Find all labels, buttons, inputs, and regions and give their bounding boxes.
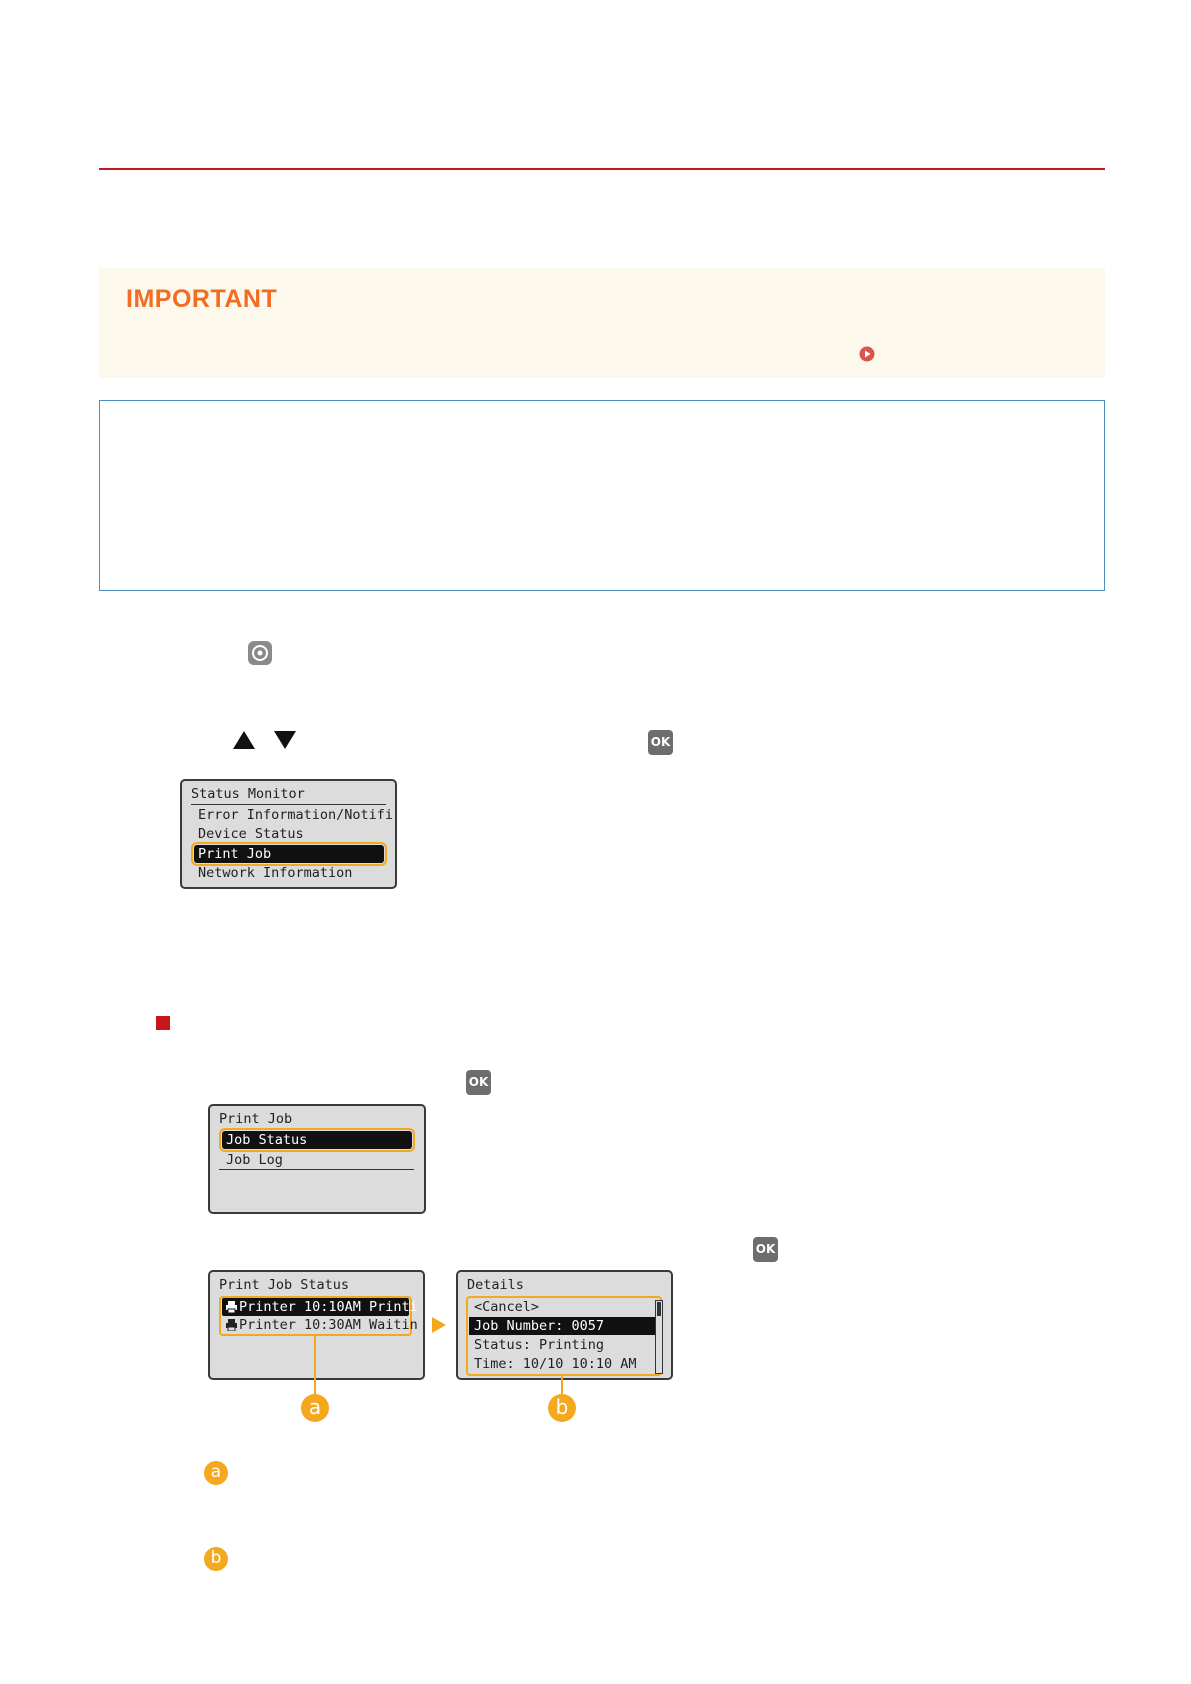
scrollbar-thumb[interactable] xyxy=(657,1302,661,1316)
next-arrow-icon xyxy=(432,1317,446,1333)
legend-a-badge: a xyxy=(204,1461,228,1485)
lcd-print-job-status xyxy=(208,1270,425,1380)
job-row-selected[interactable] xyxy=(222,1298,418,1316)
note-box xyxy=(99,400,1105,591)
section-bullet-icon xyxy=(156,1016,170,1030)
details-item[interactable]: Time: 10/10 10:10 AM xyxy=(474,1356,637,1372)
job-row[interactable] xyxy=(222,1316,418,1334)
ok-key-icon[interactable]: OK xyxy=(648,730,673,755)
callout-a-badge: a xyxy=(301,1394,329,1422)
down-arrow-icon[interactable] xyxy=(274,731,296,749)
ok-key-icon[interactable]: OK xyxy=(466,1070,491,1095)
details-scrollbar[interactable] xyxy=(655,1300,663,1374)
legend-b-badge: b xyxy=(204,1547,228,1571)
lcd-menu-item[interactable]: Job Log xyxy=(226,1152,283,1168)
callout-a-line xyxy=(314,1336,316,1396)
lcd-menu-item[interactable]: Device Status xyxy=(198,826,304,842)
lcd-menu-item[interactable]: Network Information xyxy=(198,865,353,881)
lcd-header-divider xyxy=(191,804,386,805)
lcd-header: Details xyxy=(467,1277,524,1293)
lcd-menu-item-selected[interactable]: Print Job xyxy=(194,845,384,863)
lcd-print-job xyxy=(208,1104,426,1214)
ok-key-icon[interactable]: OK xyxy=(753,1237,778,1262)
important-box xyxy=(99,268,1105,378)
lcd-header: Print Job xyxy=(219,1111,293,1127)
lcd-menu-item[interactable]: Error Information/Notifi xyxy=(198,807,394,823)
details-item-selected[interactable]: Job Number: 0057 xyxy=(469,1317,656,1335)
job-row-label: Printer 10:10AM Printi xyxy=(239,1299,418,1315)
lcd-details xyxy=(456,1270,673,1380)
callout-b-badge: b xyxy=(548,1394,576,1422)
lcd-header: Status Monitor xyxy=(191,786,305,802)
printer-icon xyxy=(226,1319,237,1331)
lcd-list-divider xyxy=(219,1169,414,1170)
lcd-menu-item-selected[interactable]: Job Status xyxy=(222,1131,412,1149)
details-item[interactable]: Status: Printing xyxy=(474,1337,605,1353)
details-item[interactable]: <Cancel> xyxy=(474,1299,540,1315)
job-row-label: Printer 10:30AM Waitin xyxy=(239,1317,418,1333)
section-rule xyxy=(99,168,1105,170)
play-circle-icon[interactable] xyxy=(859,346,875,362)
lcd-status-monitor xyxy=(180,779,397,889)
important-title: IMPORTANT xyxy=(126,285,278,313)
printer-icon xyxy=(226,1301,237,1313)
up-arrow-icon[interactable] xyxy=(233,731,255,749)
home-key-icon[interactable] xyxy=(247,640,273,666)
callout-b-line xyxy=(561,1376,563,1396)
lcd-header: Print Job Status xyxy=(219,1277,350,1293)
